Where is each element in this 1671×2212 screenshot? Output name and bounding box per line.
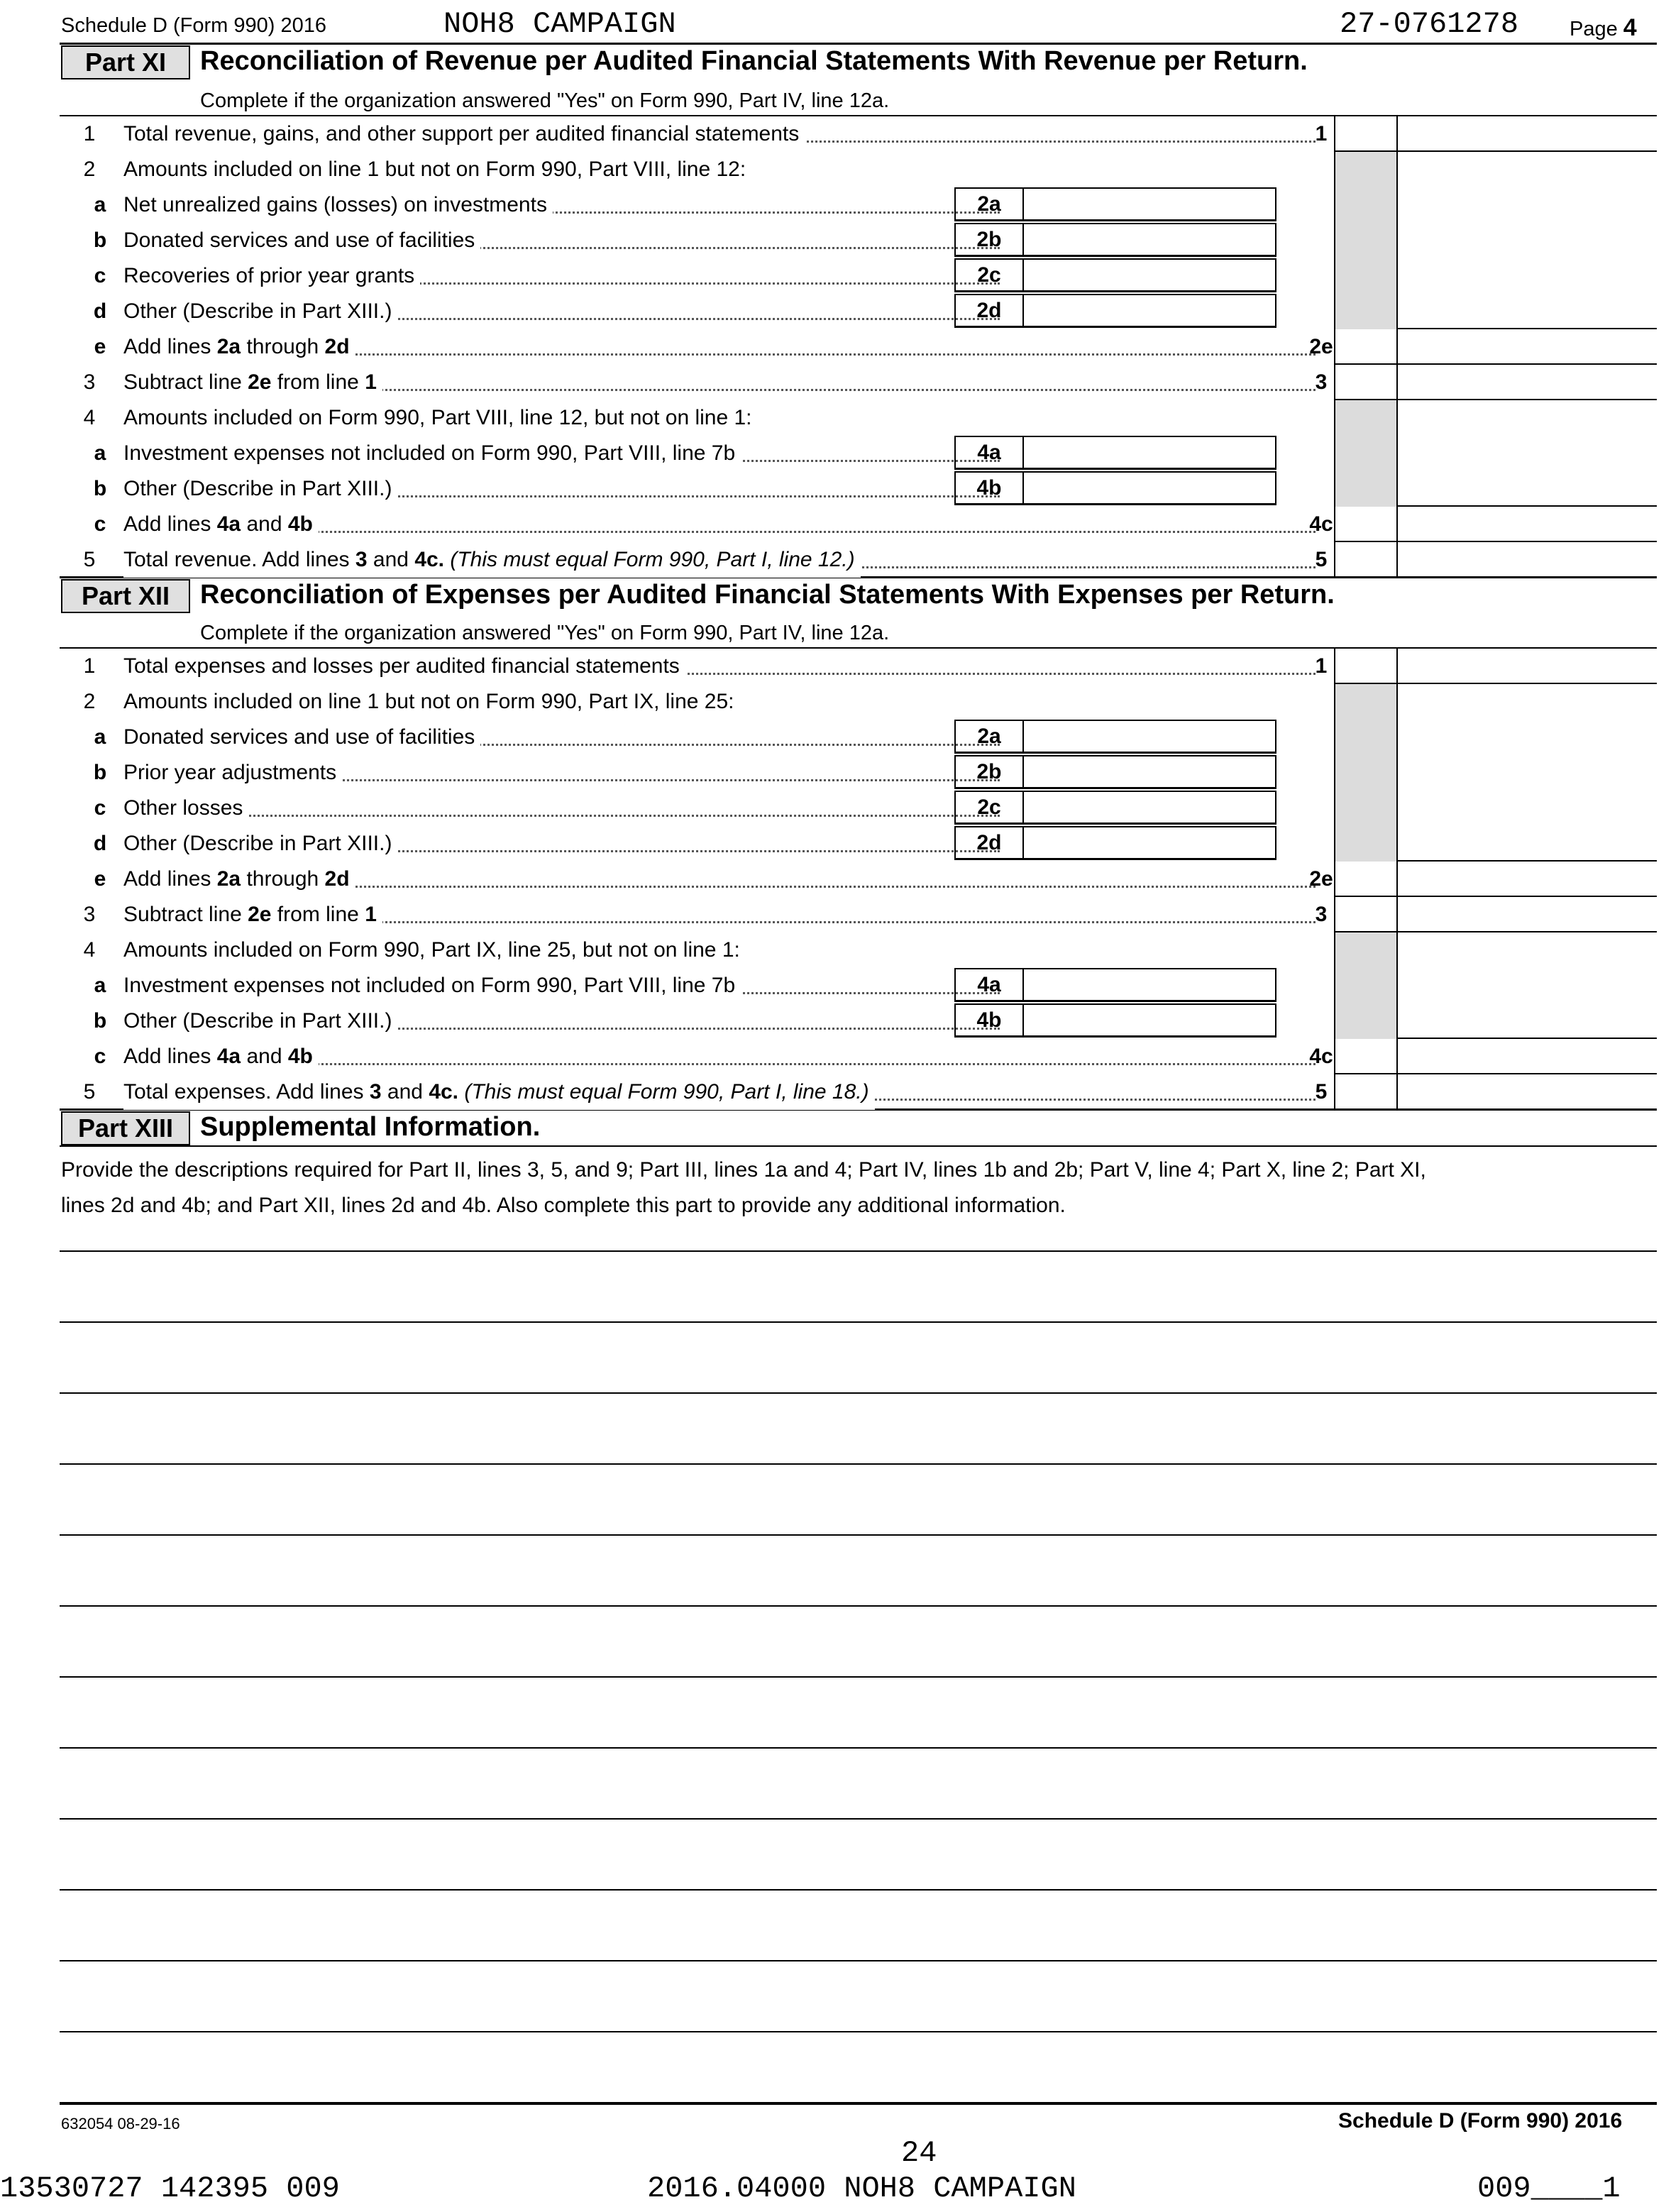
line-description: Other (Describe in Part XIII.): [123, 471, 397, 507]
line-description-fragment: from line: [271, 370, 365, 394]
column-divider: [1334, 116, 1335, 578]
form-reference: Schedule D (Form 990) 2016: [61, 14, 326, 37]
writing-line[interactable]: [60, 1534, 1657, 1536]
line-number: 1: [83, 122, 96, 145]
part12-line-4: [60, 932, 1657, 968]
amount-box-2a[interactable]: [954, 720, 1276, 754]
amount-box-label: 2a: [956, 721, 1024, 752]
page-indicator: [1570, 14, 1637, 42]
amount-box-label: 2b: [956, 756, 1024, 787]
line-description-fragment: 3: [355, 548, 368, 571]
line-description: Donated services and use of facilities: [123, 223, 480, 258]
line-letter: d: [93, 299, 107, 323]
part-xi-title: Reconciliation of Revenue per Audited Financial Statements With Revenue per Return.: [200, 46, 1308, 76]
total-amount-field-4c[interactable]: [1396, 1039, 1657, 1073]
amount-box-4b[interactable]: [954, 471, 1276, 505]
amount-box-label: 2c: [956, 792, 1024, 822]
writing-line[interactable]: [60, 1818, 1657, 1820]
line-number: 2: [83, 158, 96, 181]
amount-box-4a[interactable]: [954, 968, 1276, 1002]
line-description: Recoveries of prior year grants: [123, 258, 420, 294]
writing-line[interactable]: [60, 1605, 1657, 1607]
line-description: Other (Describe in Part XIII.): [123, 294, 397, 329]
part-xi-label: Part XI: [61, 45, 190, 79]
part11-line-2: [60, 152, 1657, 187]
dot-leader: [173, 1063, 1316, 1065]
amount-box-2a[interactable]: [954, 187, 1276, 221]
amount-box-4a[interactable]: [954, 436, 1276, 470]
footer-rule: [60, 2102, 1657, 2105]
line-number: 4: [83, 406, 96, 429]
amount-box-4b[interactable]: [954, 1003, 1276, 1038]
part-xiii-instructions-line-1: Provide the descriptions required for Part II, lines 3, 5, and 9; Part III, lines 1a and 4; Part IV, lines 1b and 2b; Part V, line 4; Part X, line 2; Part XI,: [61, 1158, 1426, 1182]
amount-box-label: 2d: [956, 827, 1024, 858]
batch-number: 13530727 142395 009: [0, 2172, 340, 2206]
shaded-cell: [1335, 400, 1396, 507]
line-description: Other losses: [123, 791, 248, 826]
line-description-fragment: 2e: [248, 370, 272, 394]
amount-box-label: 2a: [956, 189, 1024, 219]
total-amount-field-1[interactable]: [1396, 649, 1657, 683]
writing-line[interactable]: [60, 1960, 1657, 1961]
line-number: 5: [83, 1080, 96, 1104]
line-description-fragment: (This must equal Form 990, Part I, line 12.): [444, 548, 855, 571]
part12-line-4a: [60, 968, 1657, 1003]
page-number: 4: [1623, 14, 1637, 41]
line-description-fragment: and: [367, 548, 415, 571]
line-description-fragment: Total revenue. Add lines: [123, 548, 355, 571]
line-description-fragment: Add lines: [123, 1045, 217, 1068]
amount-box-label: 4b: [956, 473, 1024, 503]
line-description-fragment: and: [381, 1080, 429, 1104]
total-amount-field-2e[interactable]: [1396, 862, 1657, 896]
writing-line[interactable]: [60, 1250, 1657, 1252]
line-letter: b: [93, 1009, 107, 1033]
column-divider: [1396, 649, 1398, 1110]
amount-box-label: 2b: [956, 224, 1024, 255]
part-xii-instructions: Complete if the organization answered "Yes" on Form 990, Part IV, line 12a.: [200, 622, 890, 644]
shaded-cell: [1335, 684, 1396, 862]
line-description: Total expenses and losses per audited financial statements: [123, 649, 685, 684]
line-description-fragment: Add lines: [123, 512, 217, 536]
amount-box-2d[interactable]: [954, 826, 1276, 860]
line-letter: b: [93, 477, 107, 500]
total-amount-field-2e[interactable]: [1396, 329, 1657, 363]
line-description: Other (Describe in Part XIII.): [123, 1003, 397, 1039]
line-letter: e: [94, 867, 106, 891]
sequence-number: 009____1: [1477, 2172, 1621, 2206]
part12-line-2b: [60, 755, 1657, 791]
amount-box-2b[interactable]: [954, 223, 1276, 257]
line-description-fragment: and: [241, 512, 288, 536]
line-letter: b: [93, 761, 107, 784]
total-amount-field-5[interactable]: [1396, 1074, 1657, 1108]
part11-line-4b: [60, 471, 1657, 507]
writing-line[interactable]: [60, 1889, 1657, 1891]
line-description-fragment: through: [241, 867, 325, 891]
line-letter: c: [94, 1045, 106, 1068]
amount-box-2c[interactable]: [954, 258, 1276, 292]
part12-line-2a: [60, 720, 1657, 755]
line-description: [123, 365, 382, 400]
part12-line-2d: [60, 826, 1657, 862]
line-letter: c: [94, 512, 106, 536]
line-description: Amounts included on Form 990, Part IX, line 25, but not on line 1:: [123, 932, 746, 968]
total-amount-field-3[interactable]: [1396, 365, 1657, 399]
line-description: [123, 507, 319, 542]
line-letter: d: [93, 832, 107, 855]
line-description-fragment: and: [241, 1045, 288, 1068]
amount-box-label: 4b: [956, 1005, 1024, 1035]
line-description-fragment: Total expenses. Add lines: [123, 1080, 370, 1104]
dot-leader: [173, 815, 1000, 817]
line-number: 1: [83, 654, 96, 678]
total-box-label-3: 3: [1315, 903, 1328, 926]
writing-line[interactable]: [60, 1321, 1657, 1323]
line-description: Investment expenses not included on Form 990, Part VIII, line 7b: [123, 436, 741, 471]
part-xiii-title-rule: [60, 1145, 1657, 1147]
part-xii-label: Part XII: [61, 579, 190, 613]
form-code: 632054 08-29-16: [61, 2115, 180, 2133]
total-box-label-2e: 2e: [1309, 335, 1333, 358]
line-description: Net unrealized gains (losses) on investments: [123, 187, 553, 223]
line-description-fragment: Subtract line: [123, 370, 248, 394]
line-number: 5: [83, 548, 96, 571]
line-letter: a: [94, 193, 106, 216]
total-box-label-1: 1: [1315, 654, 1328, 678]
line-description-fragment: 2a: [216, 867, 241, 891]
total-box-label-5: 5: [1315, 1080, 1328, 1104]
part11-line-2d: [60, 294, 1657, 329]
line-description-fragment: (This must equal Form 990, Part I, line 18.): [458, 1080, 869, 1104]
line-description: Total revenue, gains, and other support per audited financial statements: [123, 116, 805, 152]
line-letter: c: [94, 796, 106, 820]
line-description-fragment: from line: [271, 903, 365, 926]
line-description-fragment: 4b: [287, 512, 313, 536]
total-amount-field-1[interactable]: [1396, 116, 1657, 150]
line-number: 2: [83, 690, 96, 713]
footer-form-reference: Schedule D (Form 990) 2016: [1338, 2109, 1623, 2133]
organization-name: NOH8 CAMPAIGN: [443, 7, 676, 41]
line-description-fragment: 4a: [216, 1045, 241, 1068]
dot-leader: [173, 531, 1316, 533]
line-number: 3: [83, 903, 96, 926]
shaded-cell: [1335, 932, 1396, 1039]
part-xiii-instructions-line-2: lines 2d and 4b; and Part XII, lines 2d and 4b. Also complete this part to provide any additional information.: [61, 1194, 1066, 1217]
total-amount-field-5[interactable]: [1396, 542, 1657, 576]
part-xiii-label: Part XIII: [61, 1111, 190, 1145]
line-letter: e: [94, 335, 106, 358]
part11-line-4a: [60, 436, 1657, 471]
line-description-fragment: Add lines: [123, 867, 217, 891]
line-description-fragment: 2d: [324, 335, 350, 358]
amount-box-label: 2c: [956, 260, 1024, 290]
page-label: Page: [1570, 18, 1618, 40]
line-description: [123, 329, 355, 365]
shaded-cell: [1335, 152, 1396, 329]
amount-box-2d[interactable]: [954, 294, 1276, 328]
amount-box-label: 2d: [956, 295, 1024, 326]
line-description: [123, 862, 355, 897]
line-description: [123, 1039, 319, 1074]
total-amount-field-3[interactable]: [1396, 897, 1657, 931]
column-divider: [1396, 116, 1398, 578]
line-description: [123, 1074, 875, 1110]
total-box-label-4c: 4c: [1309, 1045, 1333, 1068]
line-description: Prior year adjustments: [123, 755, 342, 791]
line-description-fragment: Add lines: [123, 335, 217, 358]
part12-line-2: [60, 684, 1657, 720]
line-description: Other (Describe in Part XIII.): [123, 826, 397, 862]
total-box-label-1: 1: [1315, 122, 1328, 145]
amount-box-2c[interactable]: [954, 791, 1276, 825]
total-box-label-4c: 4c: [1309, 512, 1333, 536]
line-number: 3: [83, 370, 96, 394]
line-number: 4: [83, 938, 96, 962]
line-description-fragment: Subtract line: [123, 903, 248, 926]
part-xii-title: Reconciliation of Expenses per Audited Financial Statements With Expenses per Return.: [200, 580, 1335, 610]
part-xiii-instructions: [61, 1152, 1426, 1223]
line-description-fragment: 2a: [216, 335, 241, 358]
column-divider: [1334, 649, 1335, 1110]
line-description-fragment: 4c.: [414, 548, 445, 571]
line-letter: a: [94, 974, 106, 997]
line-description-fragment: 1: [365, 370, 377, 394]
employer-id-number: 27-0761278: [1340, 7, 1519, 41]
return-identifier: 2016.04000 NOH8 CAMPAIGN: [647, 2172, 1076, 2206]
part11-line-2a: [60, 187, 1657, 223]
line-description-fragment: 2e: [248, 903, 272, 926]
writing-line[interactable]: [60, 1392, 1657, 1394]
line-letter: c: [94, 264, 106, 287]
line-description-fragment: 4c.: [429, 1080, 459, 1104]
printed-page-number: 24: [901, 2136, 937, 2170]
part-xiii-title: Supplemental Information.: [200, 1112, 541, 1142]
line-description-fragment: 1: [365, 903, 377, 926]
total-box-label-2e: 2e: [1309, 867, 1333, 891]
part12-line-2c: [60, 791, 1657, 826]
amount-box-label: 4a: [956, 437, 1024, 468]
line-description: Amounts included on line 1 but not on Form 990, Part VIII, line 12:: [123, 152, 751, 187]
line-description: [123, 897, 382, 932]
line-description: Investment expenses not included on Form 990, Part VIII, line 7b: [123, 968, 741, 1003]
line-description-fragment: 2d: [324, 867, 350, 891]
part12-line-4b: [60, 1003, 1657, 1039]
line-letter: a: [94, 441, 106, 465]
total-box-label-5: 5: [1315, 548, 1328, 571]
line-description-fragment: 4b: [287, 1045, 313, 1068]
amount-box-label: 4a: [956, 969, 1024, 1000]
writing-line[interactable]: [60, 1463, 1657, 1465]
amount-box-2b[interactable]: [954, 755, 1276, 789]
line-description: Amounts included on Form 990, Part VIII, line 12, but not on line 1:: [123, 400, 758, 436]
line-letter: a: [94, 725, 106, 749]
line-description-fragment: through: [241, 335, 325, 358]
part11-line-4: [60, 400, 1657, 436]
line-description: Amounts included on line 1 but not on Form 990, Part IX, line 25:: [123, 684, 740, 720]
line-description-fragment: 3: [369, 1080, 382, 1104]
line-letter: b: [93, 229, 107, 252]
part11-line-2b: [60, 223, 1657, 258]
total-amount-field-4c[interactable]: [1396, 507, 1657, 541]
part11-line-2c: [60, 258, 1657, 294]
line-description: Donated services and use of facilities: [123, 720, 480, 755]
line-description: [123, 542, 861, 578]
writing-line[interactable]: [60, 1747, 1657, 1749]
writing-line[interactable]: [60, 1676, 1657, 1678]
part-xi-instructions: Complete if the organization answered "Yes" on Form 990, Part IV, line 12a.: [200, 89, 890, 112]
total-box-label-3: 3: [1315, 370, 1328, 394]
writing-line[interactable]: [60, 2031, 1657, 2032]
line-description-fragment: 4a: [216, 512, 241, 536]
